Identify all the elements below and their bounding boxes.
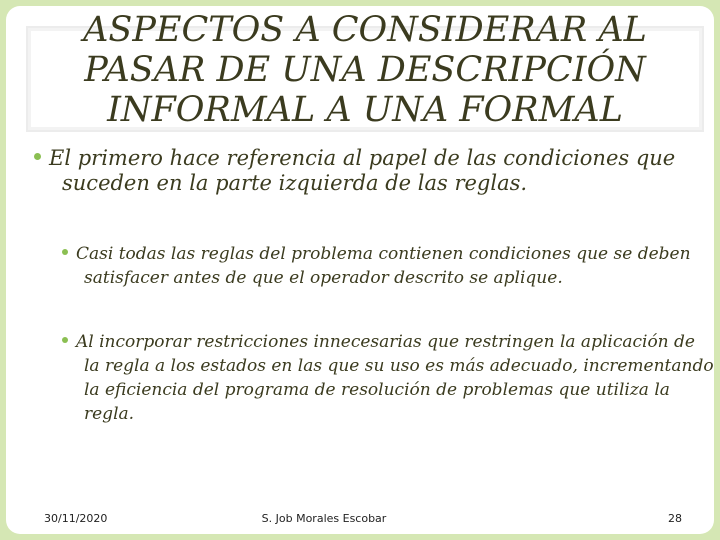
- title-box: [26, 10, 704, 132]
- footer-page-number: 28: [668, 512, 682, 525]
- bullet-dot-icon: [62, 249, 68, 255]
- bullet-text: Al incorporar restricciones innecesarias que restringen la aplicación de la regla a los estados en las que su uso es más adecuado, incrementando la eficiencia del programa de resolución de problemas que utiliza la regla.: [76, 332, 714, 424]
- bullet-level-2: [62, 242, 714, 290]
- footer-author: S. Job Morales Escobar: [261, 512, 387, 525]
- bullet-text: El primero hace referencia al papel de las condiciones que suceden en la parte izquierda de las reglas.: [49, 146, 676, 195]
- footer-date: 30/11/2020: [44, 512, 108, 525]
- bullet-dot-icon: [34, 153, 41, 160]
- slide: [6, 6, 714, 534]
- bullet-text: Casi todas las reglas del problema contienen condiciones que se deben satisfacer antes de que el operador descrito se aplique.: [76, 244, 691, 288]
- bullet-level-1: [34, 146, 714, 196]
- slide-title: ASPECTOS A CONSIDERAR AL PASAR DE UNA DESCRIPCIÓN INFORMAL A UNA FORMAL: [83, 10, 647, 130]
- bullet-dot-icon: [62, 337, 68, 343]
- bullet-level-2: [62, 330, 714, 426]
